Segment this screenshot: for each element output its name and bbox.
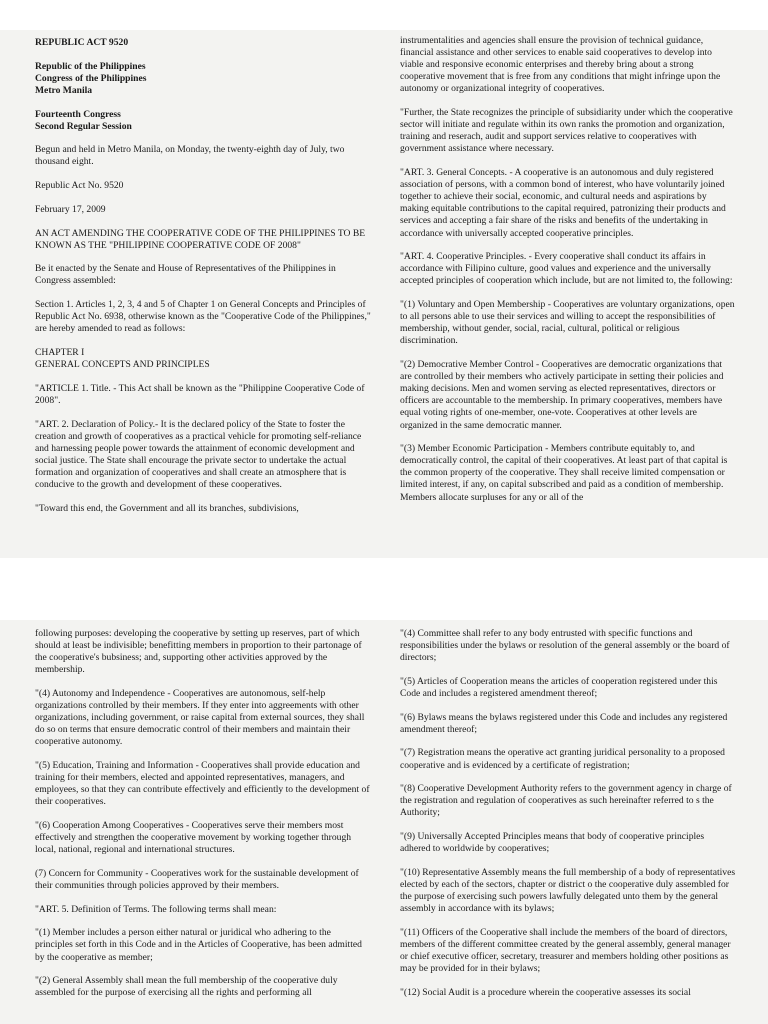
principle-7: (7) Concern for Community - Cooperatives work for the sustainable development of their communities through policies approved by their members. — [35, 867, 359, 891]
definition-6: "(6) Bylaws means the bylaws registered under this Code and includes any registered amendment thereof; — [400, 711, 728, 735]
document-page-2 — [0, 620, 768, 1024]
principle-5: "(5) Education, Training and Information - Cooperatives shall provide education and training for their members, elected and appointed representatives, managers, and employees, so that they can contribute effectively and efficiently to the development of their cooperatives. — [35, 760, 370, 808]
act-name: AN ACT AMENDING THE COOPERATIVE CODE OF THE PHILIPPINES TO BE KNOWN AS THE "PHILIPPINE COOPERATIVE CODE OF 2008" — [35, 227, 366, 251]
article-5: "ART. 5. Definition of Terms. The following terms shall mean: — [35, 903, 277, 915]
header-line: Republic of the Philippines — [35, 60, 146, 72]
page2-right-column — [400, 628, 736, 999]
definition-5: "(5) Articles of Cooperation means the articles of cooperation registered under this Code and includes a registered amendment thereof; — [400, 675, 718, 699]
chapter-heading — [35, 347, 371, 371]
principle-6: "(6) Cooperation Among Cooperatives - Cooperatives serve their members most effectively and strengthen the cooperative movement by working together through local, national, regional and international structures. — [35, 820, 352, 856]
article-4: "ART. 4. Cooperative Principles. - Every cooperative shall conduct its affairs in accordance with Filipino culture, good values and experience and the universally accepted principles of cooperation which include, but are not limited to, the following: — [400, 251, 733, 287]
session-header — [35, 109, 371, 133]
page1-right-column — [400, 35, 736, 504]
begun-paragraph: Begun and held in Metro Manila, on Monday, the twenty-eighth day of July, two thousand eight. — [35, 144, 345, 168]
further-paragraph: "Further, the State recognizes the principle of subsidiarity under which the cooperative sector will initiate and regulate within its own ranks the promotion and organization, training and reserach, audit and support services relative to cooperatives with government assistance where necessary. — [400, 107, 733, 155]
document-page-1 — [0, 30, 768, 558]
article-2: "ART. 2. Declaration of Policy.- It is the declared policy of the State to foster the creation and growth of cooperatives as a practical vehicle for promoting self-reliance and harnessing people power towards the attainment of economic development and social justice. The State shall encourage the private sector to undertake the actual formation and organization of cooperatives and shall create an atmosphere that is conducive to the growth and development of these cooperatives. — [35, 418, 362, 490]
principle-1: "(1) Voluntary and Open Membership - Cooperatives are voluntary organizations, open to all persons able to use their services and willing to accept the responsibilities of membership, without gender, social, racial, cultural, political or religious discrimination. — [400, 299, 735, 347]
definition-10: "(10) Representative Assembly means the full membership of a body of representatives elected by each of the sectors, chapter or district o the cooperative duly assembled for the purpose of exercising such powers lawfully delegated unto them by the general assembly in accordance with its bylaws; — [400, 866, 736, 915]
definition-4: "(4) Committee shall refer to any body entrusted with specific functions and responsibilities under the bylaws or resolution of the general assembly or the board of directors; — [400, 628, 730, 664]
definition-2: "(2) General Assembly shall mean the full membership of the cooperative duly assembled for the purpose of exercising all the rights and performing all — [35, 975, 338, 999]
header-line: Congress of the Philippines — [35, 72, 147, 84]
principle-2: "(2) Democrative Member Control - Cooperatives are democratic organizations that are controlled by their members who actively participate in setting their policies and making decisions. Men and women serving as elected representatives, directors or officers are accountable to the membership. In primary cooperatives, members have equal voting rights of one-member, one-vote. Cooperatives at other levels are organized in the same democratic manner. — [400, 359, 724, 431]
header-line: Metro Manila — [35, 84, 93, 96]
article-3: "ART. 3. General Concepts. - A cooperative is an autonomous and duly registered association of persons, with a common bond of interest, who have voluntarily joined together to achieve their social, economic, and cultural needs and aspirations by making equitable contributions to the capital required, patronizing their products and services and accepting a fair share of the risks and benefits of the undertaking in accordance with universally accepted cooperative principles. — [400, 167, 726, 239]
definition-11: "(11) Officers of the Cooperative shall include the members of the board of directors, members of the different committee created by the general assembly, general manager or chief executive officer, secretary, treasurer and members holding other positions as may be provided for in their bylaws; — [400, 926, 731, 975]
enacting-clause: Be it enacted by the Senate and House of Representatives of the Philippines in Congress assembled: — [35, 263, 336, 287]
page2-left-column — [35, 628, 371, 999]
definition-8: "(8) Cooperative Development Authority refers to the government agency in charge of the registration and regulation of cooperatives as such hereinafter referred to s the Authority; — [400, 783, 732, 819]
definition-1: "(1) Member includes a person either natural or juridical who adhering to the principles set forth in this Code and in the Articles of Cooperative, has been admitted by the cooperative as member; — [35, 927, 362, 963]
principle-3: "(3) Member Economic Participation - Members contribute equitably to, and democratically control, the capital of their cooperatives. At least part of that capital is the common property of the cooperative. They shall receive limited compensation or limited interest, if any, on capital subscribed and paid as a condition of membership. Members allocate surpluses for any or all of the — [400, 443, 728, 503]
section-1: Section 1. Articles 1, 2, 3, 4 and 5 of Chapter 1 on General Concepts and Principles of Republic Act No. 6938, otherwise known as the "Cooperative Code of the Philippines," are hereby amended to read as follows: — [35, 299, 371, 335]
issuer-header — [35, 61, 371, 97]
chapter-number: CHAPTER I — [35, 346, 85, 358]
continued-paragraph: following purposes: developing the cooperative by setting up reserves, part of which should at least be indivisible; benefitting members in proportion to their partonage of the cooperative's bubsiness; and, supporting other activities approved by the membership. — [35, 628, 362, 676]
definition-12: "(12) Social Audit is a procedure wherein the cooperative assesses its social — [400, 986, 691, 998]
act-date: February 17, 2009 — [35, 203, 106, 215]
principle-4: "(4) Autonomy and Independence - Cooperatives are autonomous, self-help organizations controlled by their members. If they enter into aggreements with other organizations, including government, or raise capital from external sources, they shall do so on terms that ensure democratic control of their members and maintain their cooperative autonomy. — [35, 687, 365, 748]
act-number: Republic Act No. 9520 — [35, 180, 124, 192]
continued-paragraph: instrumentalities and agencies shall ensure the provision of technical guidance, financial assistance and other services to enable said cooperatives to develop into viable and responsive economic enterprises and thereby bring about a strong cooperative movement that is free from any conditions that might infringe upon the autonomy or organizational integrity of cooperatives. — [400, 35, 721, 95]
article-1: "ARTICLE 1. Title. - This Act shall be known as the "Philippine Cooperative Code of 2008". — [35, 382, 365, 406]
toward-paragraph: "Toward this end, the Government and all its branches, subdivisions, — [35, 502, 299, 514]
definition-7: "(7) Registration means the operative act granting juridical personality to a proposed cooperative and is evidenced by a certificate of registration; — [400, 747, 725, 771]
session-line: Second Regular Session — [35, 120, 132, 132]
act-title: REPUBLIC ACT 9520 — [35, 37, 129, 48]
chapter-title: GENERAL CONCEPTS AND PRINCIPLES — [35, 359, 210, 371]
session-line: Fourteenth Congress — [35, 108, 121, 120]
page1-left-column — [35, 37, 371, 515]
definition-9: "(9) Universally Accepted Principles means that body of cooperative principles adhered to worldwide by cooperatives; — [400, 831, 705, 855]
